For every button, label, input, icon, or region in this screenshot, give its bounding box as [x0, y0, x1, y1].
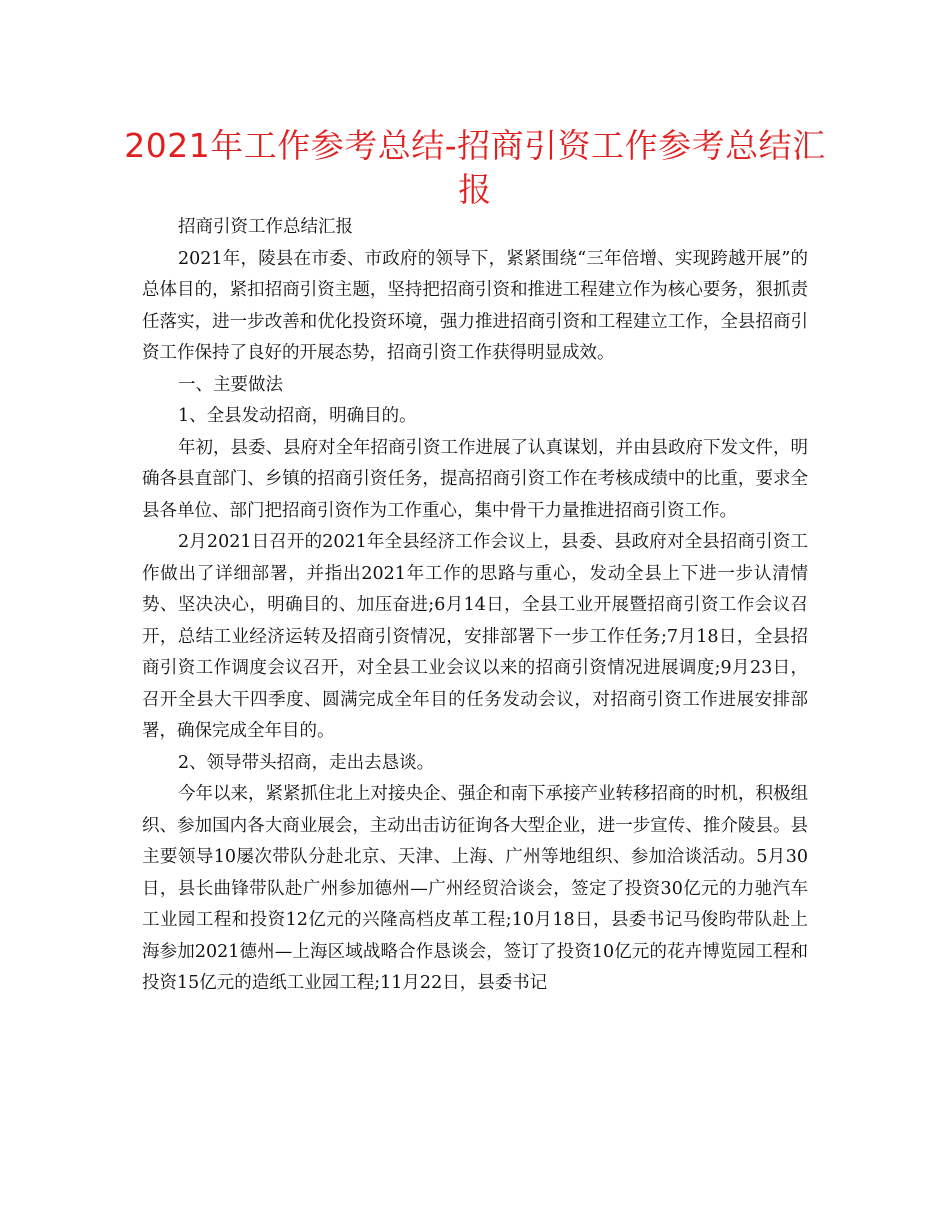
subheading-mobilize: 1、全县发动招商，明确目的。: [178, 406, 417, 426]
subheading-leaders: 2、领导带头招商，走出去恳谈。: [178, 752, 435, 773]
document-title: 2021年工作参考总结-招商引资工作参考总结汇报: [124, 126, 826, 209]
paragraph-intro: 2021年，陵县在市委、市政府的领导下，紧紧围绕“三年倍增、实现跨越开展”的总体目的，紧扣招商引资主题，坚持把招商引资和推进工程建立作为核心要务，狠抓责任落实，进一步改善和优化投资环境，强力推进招商引资和工程建立工作，全县招商引资工作保持了良好的开展态势，招商引资工作获得明显成效。: [142, 248, 808, 363]
paragraph-meetings: 2月2021日召开的2021年全县经济工作会议上，县委、县政府对全县招商引资工作做出了详细部署，并指出2021年工作的思路与重心，发动全县上下进一步认清情势、坚决决心，明确目的、加压奋进;6月14日，全县工业开展暨招商引资工作会议召开，总结工业经济运转及招商引资情况，安排部署下一步工作任务;7月18日，全县招商引资工作调度会议召开，对全县工业会议以来的招商引资情况进展调度;9月23日，召开全县大干四季度、圆满完成全年目的任务发动会议，对招商引资工作进展安排部署，确保完成全年目的。: [142, 532, 808, 741]
paragraph-outreach: 今年以来，紧紧抓住北上对接央企、强企和南下承接产业转移招商的时机，积极组织、参加国内各大商业展会，主动出击访征询各大型企业，进一步宣传、推介陵县。县主要领导10屡次带队分赴北京、天津、上海、广州等地组织、参加洽谈活动。5月30日，县长曲锋带队赴广州参加德州—广州经贸洽谈会，签定了投资30亿元的力驰汽车工业园工程和投资12亿元的兴隆高档皮革工程;10月18日，县委书记马俊昀带队赴上海参加2021德州—上海区域战略合作恳谈会，签订了投资10亿元的花卉博览园工程和投资15亿元的造纸工业园工程;11月22日，县委书记: [142, 784, 808, 993]
paragraph-subtitle: 招商引资工作总结汇报: [178, 217, 353, 237]
section-heading-main-methods: 一、主要做法: [178, 374, 283, 395]
paragraph-planning: 年初，县委、县府对全年招商引资工作进展了认真谋划，并由县政府下发文件，明确各县直部门、乡镇的招商引资任务，提高招商引资工作在考核成绩中的比重，要求全县各单位、部门把招商引资作为工作重心，集中骨干力量推进招商引资工作。: [142, 437, 808, 521]
document-body: [142, 212, 808, 1000]
